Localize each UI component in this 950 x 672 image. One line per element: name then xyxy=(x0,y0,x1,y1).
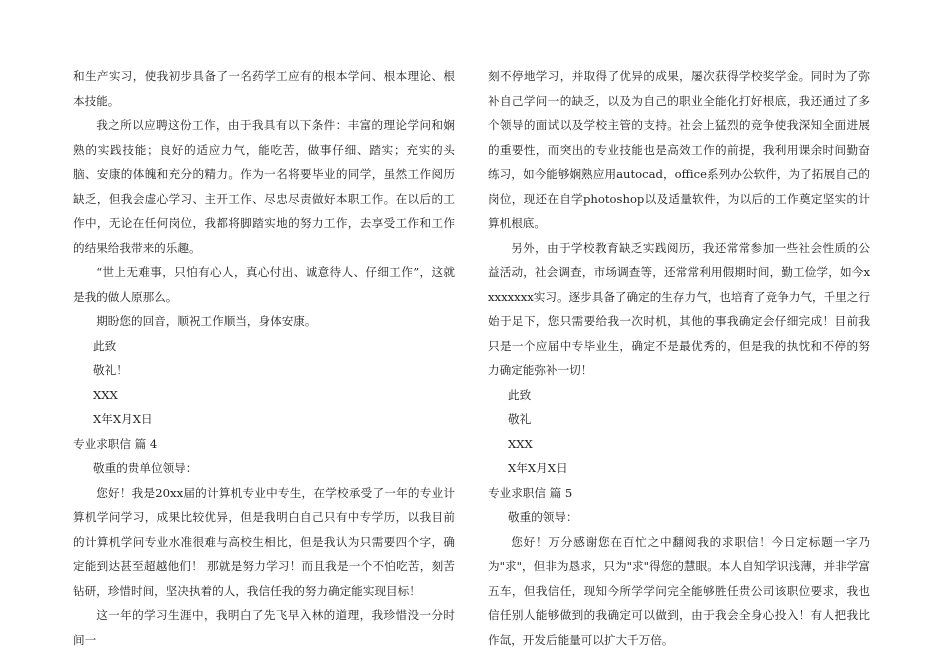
closing-line: 敬礼！ xyxy=(93,363,128,377)
paragraph: 您好！我是20xx届的计算机专业中专生，在学校承受了一年的专业计算机学问学习，成果比较优异，但是我明白自己只有中专学历，以我目前的计算机学问专业水准很难与高校生相比，但是我认为只需要四个字，确定能到达甚至超越他们！ 那就是努力学习！而且我是一个不怕吃苦，刻苦钻研，珍惜时间，坚决执着的人，我信任我的努力确定能实现目标！ xyxy=(73,485,455,598)
right-column xyxy=(488,64,870,652)
left-column xyxy=(73,64,455,652)
paragraph: “世上无难事，只怕有心人，真心付出、诚意待人、仔细工作”，这就是我的做人原那么。 xyxy=(73,265,455,304)
paragraph: 另外，由于学校教育缺乏实践阅历，我还常常参加一些社会性质的公益活动，社会调查，市场调查等，还常常利用假期时间，勤工俭学，如今xxxxxxxx实习。逐步具备了确定的生存力气，也培育了竞争力气，千里之行始于足下，您只需要给我一次时机，其他的事我确定会仔细完成！目前我只是一个应届中专毕业生，确定不是最优秀的，但是我的执忱和不停的努力确定能弥补一切！ xyxy=(488,240,870,377)
date: X年X月X日 xyxy=(93,412,153,426)
closing-line: 此致 xyxy=(93,338,117,353)
salutation: 敬重的领导： xyxy=(508,510,578,524)
signature: XXX xyxy=(93,387,118,402)
paragraph: 这一年的学习生涯中，我明白了先飞早入林的道理，我珍惜没一分时间一 xyxy=(73,608,455,647)
paragraph: 您好！万分感谢您在百忙之中翻阅我的求职信！今日定标题一字乃为"求"，但非为恳求，只为"求"得您的慧眼。本人自知学识浅薄，并非学富五车，但我信任，现知今所学学问完全能够胜任贵公司该职位要求，我也信任别人能够做到的我确定可以做到，由于我会全身心投入！有人把我比作氙，开发后能量可以扩大千万倍。 xyxy=(488,534,870,647)
section-heading: 专业求职信 篇 5 xyxy=(488,485,573,500)
signature: XXX xyxy=(508,436,533,451)
closing-line: 此致 xyxy=(508,387,532,402)
paragraph: 期盼您的回音，顺祝工作顺当，身体安康。 xyxy=(96,314,317,328)
paragraph: 刻不停地学习，并取得了优异的成果，屡次获得学校奖学金。同时为了弥补自己学问一的缺乏，以及为自己的职业全能化打好根底，我还通过了多个领导的面试以及学校主管的支持。社会上猛烈的竞争使我深知全面进展的重要性，而突出的专业技能也是高效工作的前提，我利用课余时间勤奋练习，如今能够娴熟应用autocad，office系列办公软件，为了拓展自己的岗位，现还在自学photoshop以及适量软件，为以后的工作奠定坚实的计算机根底。 xyxy=(488,69,870,230)
paragraph: 和生产实习，使我初步具备了一名药学工应有的根本学问、根本理论、根本技能。 xyxy=(73,69,455,108)
section-heading: 专业求职信 篇 4 xyxy=(73,436,158,451)
date: X年X月X日 xyxy=(508,461,568,475)
closing-line: 敬礼 xyxy=(508,412,532,426)
salutation: 敬重的贵单位领导： xyxy=(93,461,198,475)
paragraph: 我之所以应聘这份工作，由于我具有以下条件：丰富的理论学问和娴熟的实践技能；良好的适应力气，能吃苦，做事仔细、踏实；充实的头脑、安康的体魄和充分的精力。作为一名将要毕业的同学，虽然工作阅历缺乏，但我会虚心学习、主开工作、尽忠尽责做好本职工作。在以后的工作中，无论在任何岗位，我都将脚踏实地的努力工作，去享受工作和工作的结果给我带来的乐趣。 xyxy=(73,118,455,255)
